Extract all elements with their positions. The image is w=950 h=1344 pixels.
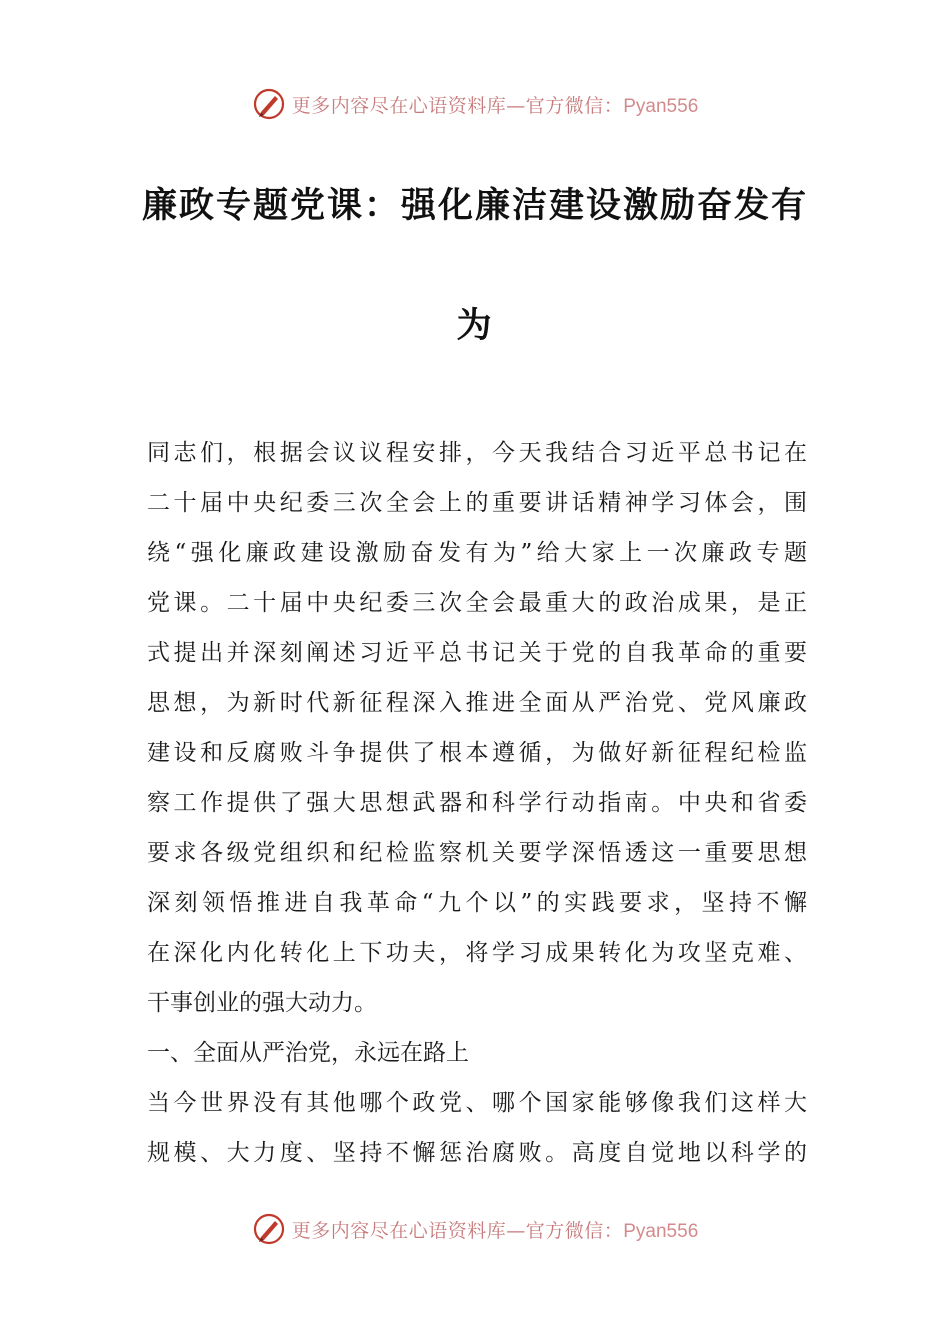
watermark-text: 更多内容尽在心语资料库—官方微信：Pyan556 [291, 94, 699, 117]
watermark-text: 更多内容尽在心语资料库—官方微信：Pyan556 [291, 1219, 699, 1242]
body-line: 建设和反腐败斗争提供了根本遵循，为做好新征程纪检监 [147, 740, 807, 766]
body-line: 二十届中央纪委三次全会上的重要讲话精神学习体会，围 [147, 490, 807, 516]
body-line: 绕“强化廉政建设激励奋发有为”给大家上一次廉政专题 [147, 540, 807, 566]
body-line: 规模、大力度、坚持不懈惩治腐败。高度自觉地以科学的 [147, 1140, 807, 1166]
body-line: 深刻领悟推进自我革命“九个以”的实践要求，坚持不懈 [147, 890, 807, 916]
pen-logo-icon [252, 1212, 286, 1246]
watermark-header [0, 82, 950, 126]
body-line: 察工作提供了强大思想武器和科学行动指南。中央和省委 [147, 790, 807, 816]
pen-logo-icon [252, 87, 286, 121]
body-line: 当今世界没有其他哪个政党、哪个国家能够像我们这样大 [147, 1090, 807, 1116]
body-line: 要求各级党组织和纪检监察机关要学深悟透这一重要思想 [147, 840, 807, 866]
body-line: 思想，为新时代新征程深入推进全面从严治党、党风廉政 [147, 690, 807, 716]
watermark-footer [0, 1207, 950, 1251]
body-line: 式提出并深刻阐述习近平总书记关于党的自我革命的重要 [147, 640, 807, 666]
document-title-line-2: 为 [456, 306, 494, 346]
section-heading: 一、全面从严治党，永远在路上 [147, 1040, 469, 1066]
body-line: 同志们，根据会议议程安排，今天我结合习近平总书记在 [147, 440, 807, 466]
watermark-wechat-id: Pyan556 [623, 95, 699, 117]
watermark-wechat-id: Pyan556 [623, 1220, 699, 1242]
document-body [147, 428, 807, 1178]
body-line: 在深化内化转化上下功夫，将学习成果转化为攻坚克难、 [147, 940, 807, 966]
document-title-line-1: 廉政专题党课：强化廉洁建设激励奋发有 [141, 186, 808, 226]
body-line: 党课。二十届中央纪委三次全会最重大的政治成果，是正 [147, 590, 807, 616]
body-line: 干事创业的强大动力。 [147, 990, 377, 1016]
